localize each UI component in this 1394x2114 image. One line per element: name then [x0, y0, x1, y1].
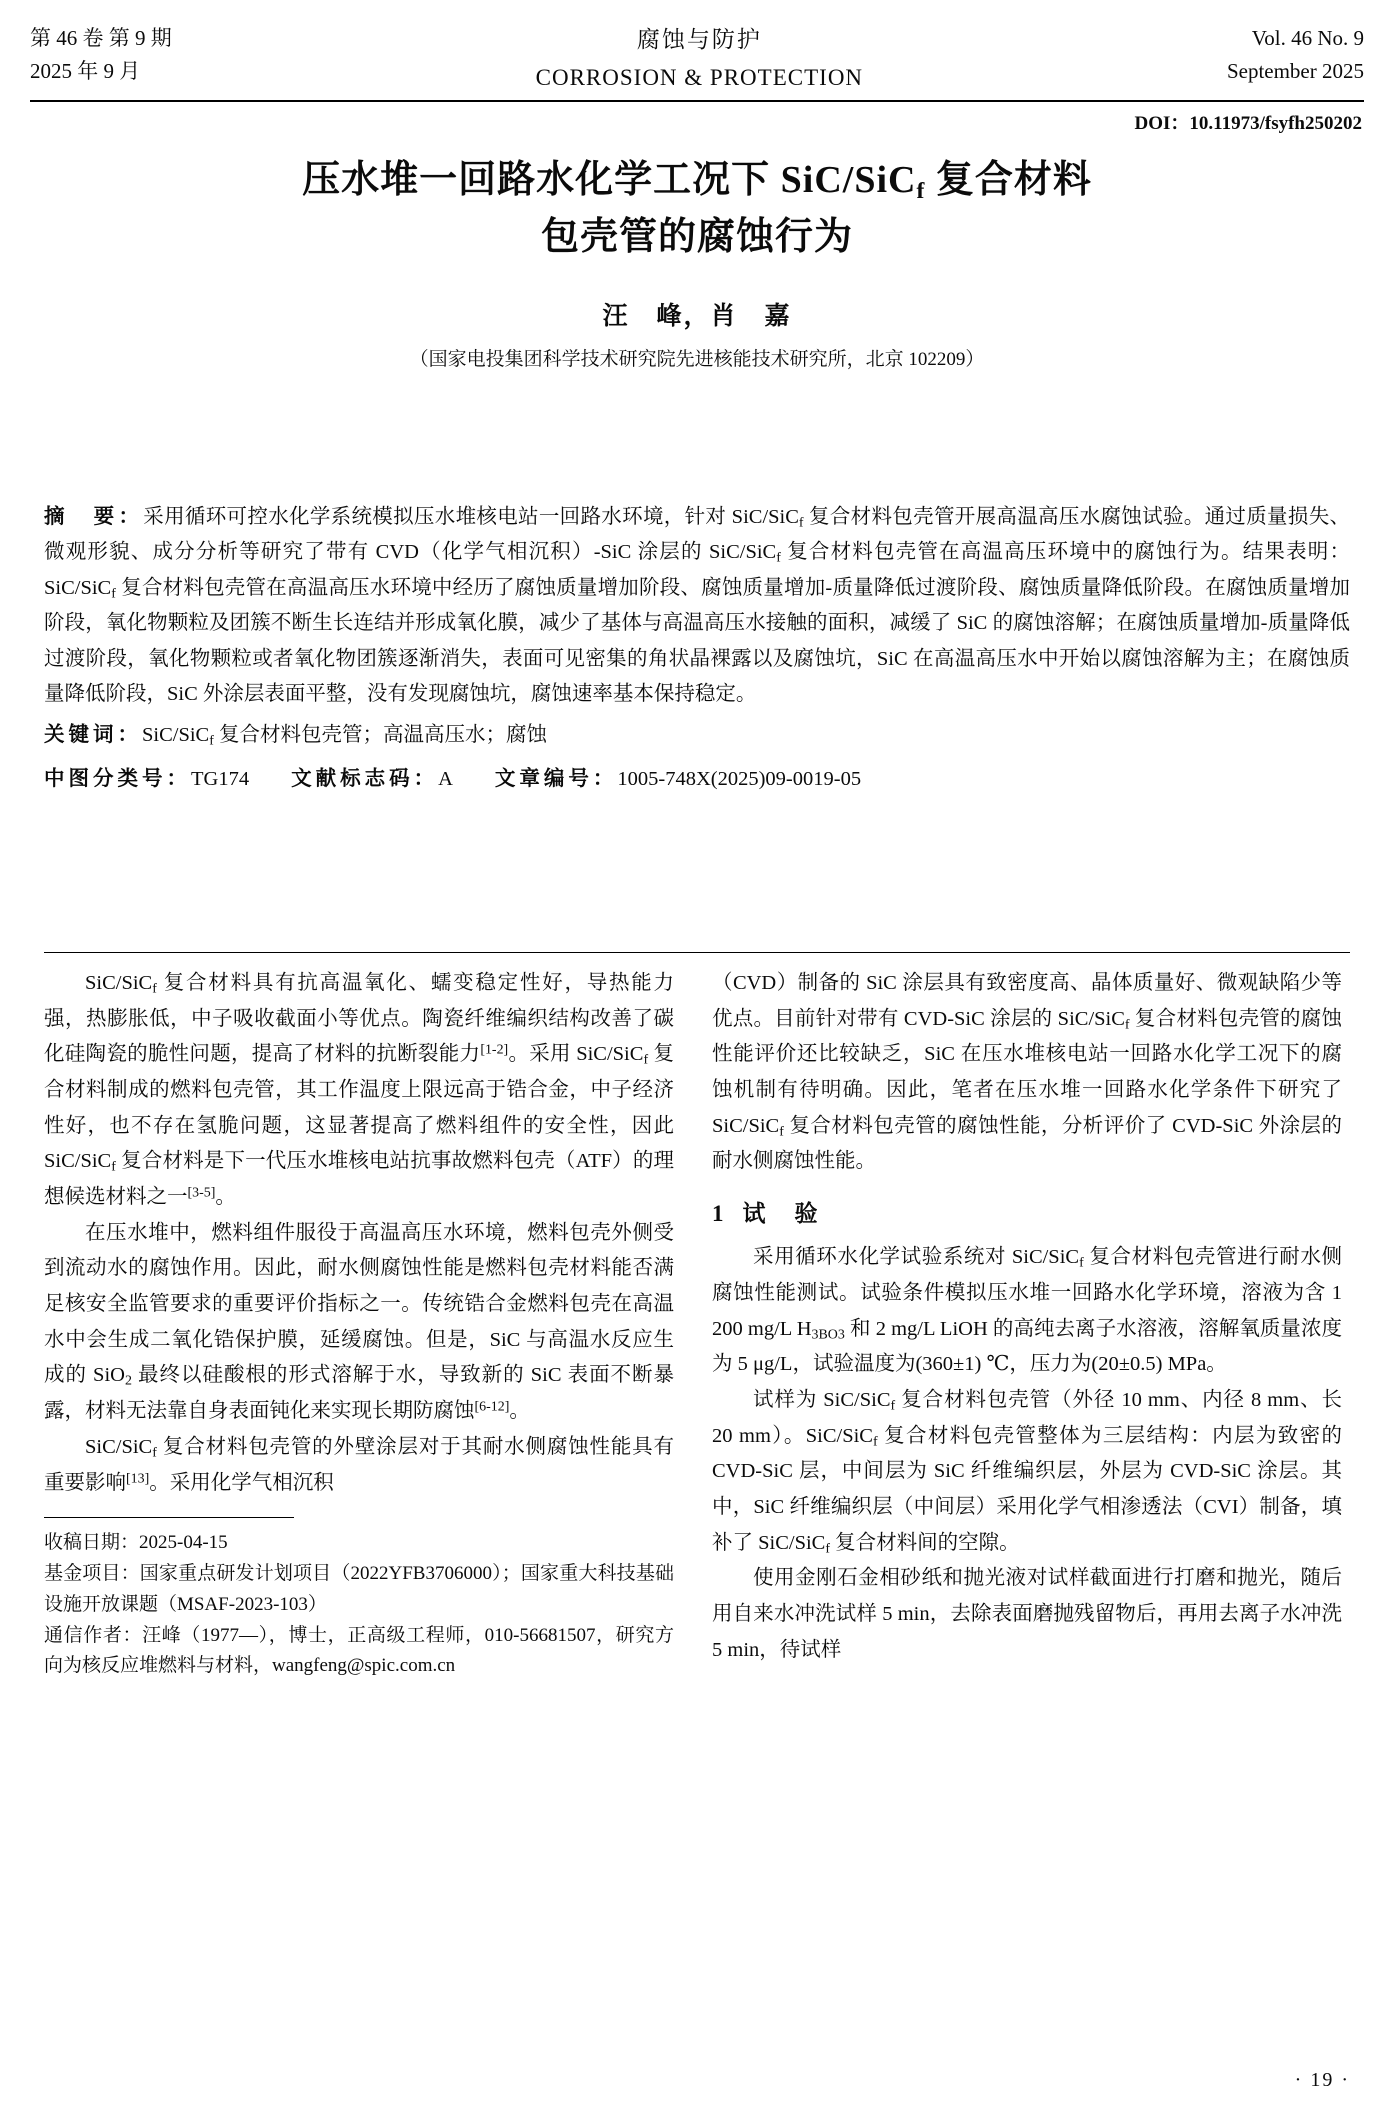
- journal-name-cn: 腐蚀与防护: [636, 27, 762, 52]
- abstract-block: [44, 500, 1350, 797]
- right-paragraph-3: 试样为 SiC/SiC$_f$ 复合材料包壳管（外径 10 mm、内径 8 mm、长 20 mm）。SiC/SiC$_f$ 复合材料包壳管整体为三层结构：内层为致密的 CVD-SiC 层，中间层为 SiC 纤维编织层，外层为 CVD-SiC 涂层。其中，SiC 纤维编织层（中间层）采用化学气相渗透法（CVI）制备，填补了 SiC/SiC$_f$ 复合材料间的空隙。: [712, 1388, 1342, 1557]
- footnote-block: [44, 1528, 674, 1682]
- issue-date-cn: 2025 年 9 月: [30, 58, 141, 83]
- title-line1-part-a: 压水堆一回路水化学工况下 SiC/SiC: [302, 159, 917, 201]
- doi: DOI：10.11973/fsyfh250202: [1134, 113, 1362, 134]
- article-id-group: [495, 762, 861, 797]
- title-block: [60, 152, 1334, 371]
- journal-name: [172, 22, 1227, 95]
- left-column: [44, 966, 674, 2056]
- body-columns: [44, 966, 1350, 2056]
- keywords-text: SiC/SiC$_f$ 复合材料包壳管；高温高压水；腐蚀: [142, 724, 548, 749]
- title-line1-part-b: 复合材料: [925, 159, 1092, 201]
- page-number: · 19 ·: [1294, 2069, 1350, 2091]
- issue-date-en: September 2025: [1226, 58, 1364, 83]
- left-paragraph-3: SiC/SiC$_f$ 复合材料包壳管的外壁涂层对于其耐水侧腐蚀性能具有重要影响[13]。采用化学气相沉积: [44, 1435, 674, 1494]
- article-id-label: 文章编号：: [494, 767, 618, 790]
- section-number-1: 1: [712, 1201, 727, 1227]
- received-date: [44, 1528, 674, 1559]
- clc-line: [44, 762, 1350, 797]
- section-title-1: 试 验: [742, 1201, 821, 1227]
- volume-issue: 第 46 卷 第 9 期: [30, 26, 172, 50]
- left-paragraph-1: SiC/SiC$_f$ 复合材料具有抗高温氧化、蠕变稳定性好，导热能力强，热膨胀低，中子吸收截面小等优点。陶瓷纤维编织结构改善了碳化硅陶瓷的脆性问题，提高了材料的抗断裂能力[1-2]。采用 SiC/SiC$_f$ 复合材料制成的燃料包壳管，其工作温度上限远高于锆合金，中子经济性好，也不存在氢脆问题，这显著提高了燃料组件的安全性，因此 SiC/SiC$_f$ 复合材料是下一代压水堆核电站抗事故燃料包壳（ATF）的理想候选材料之一[3-5]。: [44, 972, 674, 1209]
- authors: 汪 峰，肖 嘉: [602, 303, 792, 331]
- doc-code-group: [291, 762, 453, 797]
- abstract-label: 摘 要：: [44, 506, 144, 528]
- abstract-text: 采用循环可控水化学系统模拟压水堆核电站一回路水环境，针对 SiC/SiC$_f$ 复合材料包壳管开展高温高压水腐蚀试验。通过质量损失、微观形貌、成分分析等研究了带有 CVD（化学气相沉积）-SiC 涂层的 SiC/SiC$_f$ 复合材料包壳管在高温高压环境中的腐蚀行为。结果表明：SiC/SiC$_f$ 复合材料包壳管在高温高压水环境中经历了腐蚀质量增加阶段、腐蚀质量增加-质量降低过渡阶段、腐蚀质量降低阶段。在腐蚀质量增加阶段，氧化物颗粒及团簇不断生长连结并形成氧化膜，减少了基体与高温高压水接触的面积，减缓了 SiC 的腐蚀溶解；在腐蚀质量增加-质量降低过渡阶段，氧化物颗粒或者氧化物团簇逐渐消失，表面可见密集的角状晶裸露以及腐蚀坑，SiC 在高温高压水中开始以腐蚀溶解为主；在腐蚀质量降低阶段，SiC 外涂层表面平整，没有发现腐蚀坑，腐蚀速率基本保持稳定。: [44, 506, 1351, 705]
- right-paragraph-2: 采用循环水化学试验系统对 SiC/SiC$_f$ 复合材料包壳管进行耐水侧腐蚀性能测试。试验条件模拟压水堆一回路水化学环境，溶液为含 1 200 mg/L $H_{3BO3}$ 和 2 mg/L LiOH 的高纯去离子水溶液，溶解氧质量浓度为 5 μg/L，试验温度为(360±1) ℃，压力为(20±0.5) MPa。: [712, 1246, 1342, 1376]
- abstract-divider: [44, 952, 1350, 953]
- section-heading-1: [712, 1194, 1342, 1234]
- running-head-right: [1227, 22, 1364, 87]
- fund-label: 基金项目：: [44, 1563, 140, 1584]
- page-title: [60, 152, 1334, 266]
- keywords-label: 关键词：: [44, 724, 142, 747]
- right-column: [712, 966, 1342, 2056]
- fund-info: [44, 1559, 674, 1621]
- fund-value: 国家重点研发计划项目（2022YFB3706000）；国家重大科技基础设施开放课题（MSAF-2023-103）: [44, 1563, 674, 1615]
- title-subscript-f: f: [916, 177, 926, 204]
- article-id-value: 1005-748X(2025)09-0019-05: [617, 767, 862, 790]
- corresponding-author-label: 通信作者：: [44, 1624, 143, 1646]
- volume-issue-en: Vol. 46 No. 9: [1251, 26, 1364, 50]
- title-line2: 包壳管的腐蚀行为: [540, 216, 853, 259]
- corresponding-author-value: 汪峰（1977—），博士，正高级工程师，010-56681507，研究方向为核反应堆燃料与材料，wangfeng@spic.com.cn: [44, 1624, 674, 1677]
- corresponding-author: [44, 1621, 674, 1683]
- journal-name-en: CORROSION & PROTECTION: [535, 64, 864, 90]
- doc-code-value: A: [438, 767, 453, 790]
- running-head: [30, 22, 1364, 100]
- running-head-left: [30, 22, 172, 87]
- doc-code-label: 文献标志码：: [291, 767, 439, 790]
- received-date-label: 收稿日期：: [44, 1532, 140, 1554]
- clc-label: 中图分类号：: [44, 767, 191, 790]
- keywords-line: [44, 718, 1350, 753]
- abstract-paragraph: [44, 500, 1350, 712]
- clc-value: TG174: [191, 767, 250, 790]
- header-divider: [30, 100, 1364, 102]
- right-paragraph-4: 使用金刚石金相砂纸和抛光液对试样截面进行打磨和抛光，随后用自来水冲洗试样 5 min，去除表面磨抛残留物后，再用去离子水冲洗 5 min，待试样: [712, 1567, 1342, 1661]
- affiliation: （国家电投集团科学技术研究院先进核能技术研究所，北京 102209）: [409, 349, 985, 371]
- clc-group: [44, 762, 249, 797]
- received-date-value: 2025-04-15: [139, 1532, 228, 1554]
- footnote-divider: [44, 1517, 294, 1518]
- right-paragraph-1: （CVD）制备的 SiC 涂层具有致密度高、晶体质量好、微观缺陷少等优点。目前针对带有 CVD-SiC 涂层的 SiC/SiC$_f$ 复合材料包壳管的腐蚀性能评价还比较缺乏，SiC 在压水堆核电站一回路水化学工况下的腐蚀机制有待明确。因此，笔者在压水堆一回路水化学条件下研究了 SiC/SiC$_f$ 复合材料包壳管的腐蚀性能，分析评价了 CVD-SiC 外涂层的耐水侧腐蚀性能。: [712, 972, 1342, 1173]
- left-paragraph-2: 在压水堆中，燃料组件服役于高温高压水环境，燃料包壳外侧受到流动水的腐蚀作用。因此，耐水侧腐蚀性能是燃料包壳材料能否满足核安全监管要求的重要评价指标之一。传统锆合金燃料包壳在高温水中会生成二氧化锆保护膜，延缓腐蚀。但是，SiC 与高温水反应生成的 SiO$_2$ 最终以硅酸根的形式溶解于水，导致新的 SiC 表面不断暴露，材料无法靠自身表面钝化来实现长期防腐蚀[6-12]。: [44, 1221, 674, 1423]
